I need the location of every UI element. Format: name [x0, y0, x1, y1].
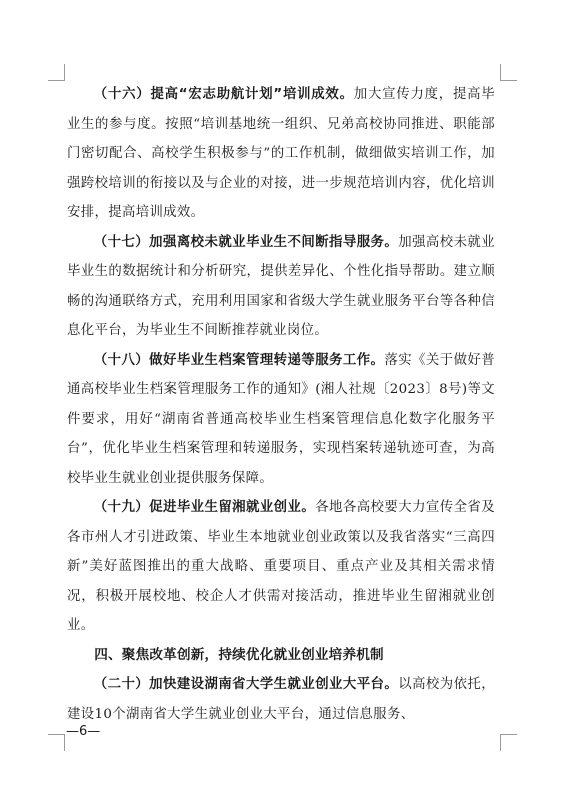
paragraph-text: 加大宣传力度，提高毕业生的参与度。按照“培训基地统一组织、兄弟高校协同推进、职能部门密切配合、高校学生积极参与”的工作机制，做细做实培训工作，加强跨校培训的衔接以及与企业的对接，进一步规范培训内容，优化培训安排，提高培训成效。	[67, 87, 496, 220]
paragraph-lead: （十七）加强离校未就业毕业生不间断指导服务。	[93, 234, 399, 250]
crop-mark-top-left	[48, 64, 65, 81]
paragraph-text: 各地各高校要大力宣传全省及各市州人才引进政策、毕业生本地就业创业政策以及我省落实“三高四新”美好蓝图推出的重大战略、重要项目、重点产业及其相关需求情况，积极开展校地、校企人才供需对接活动，推进毕业生留湘就业创业。	[67, 500, 495, 633]
paragraph-20	[67, 670, 495, 729]
paragraph-text: 以高校为依托，建设10个湖南省大学生就业创业大平台，通过信息服务、	[67, 677, 496, 722]
paragraph-19	[67, 493, 495, 641]
paragraph-lead: （十六）提高“宏志助航计划”培训成效。	[93, 87, 354, 102]
document-body	[67, 80, 495, 729]
paragraph-17	[67, 228, 495, 346]
paragraph-text: 加强高校未就业毕业生的数据统计和分析研究，提供差异化、个性化指导帮助。建立顺畅的沟通联络方式，充用利用国家和省级大学生就业服务平台等各种信息化平台，为毕业生不间断推荐就业岗位。	[67, 234, 496, 338]
crop-mark-bottom-right	[500, 734, 517, 751]
section-heading: 四、聚焦改革创新，持续优化就业创业培养机制	[94, 646, 384, 663]
paragraph-lead: （二十）加快建设湖南省大学生就业创业大平台。	[93, 677, 399, 692]
crop-mark-bottom-left	[48, 734, 65, 751]
paragraph-18	[67, 346, 495, 494]
paragraph-lead: （十九）促进毕业生留湘就业创业。	[93, 500, 316, 515]
crop-mark-top-right	[500, 64, 517, 81]
paragraph-lead: （十八）做好毕业生档案管理转递等服务工作。	[93, 352, 385, 368]
page-number: —6—	[66, 724, 101, 739]
paragraph-text: 落实《关于做好普通高校毕业生档案管理服务工作的通知》(湘人社规〔2023〕8号)等文件要求，用好“湖南省普通高校毕业生档案管理信息化数字化服务平台”，优化毕业生档案管理和转递服务，实现档案转递轨迹可查，为高校毕业生就业创业提供服务保障。	[67, 352, 495, 486]
paragraph-16	[67, 80, 495, 228]
